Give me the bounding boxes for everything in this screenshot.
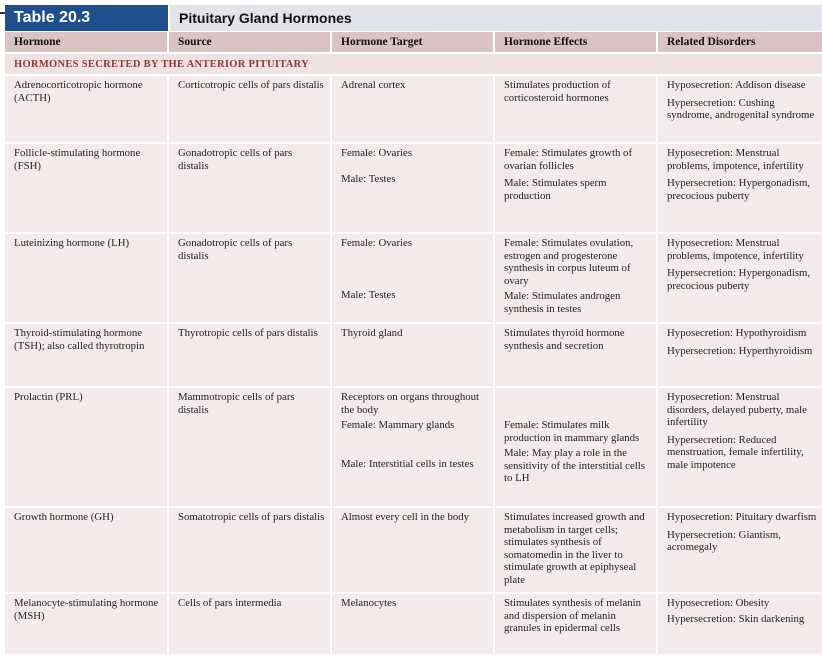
hormone-name: Adrenocorticotropic hormone (ACTH) xyxy=(14,79,143,104)
source-cell xyxy=(168,387,331,507)
disorder-hyper: Hypersecretion: Skin darkening xyxy=(667,612,805,625)
source-text: Mammotropic cells of pars distalis xyxy=(178,391,295,416)
disorder-hyper: Hypersecretion: Hypergonadism, precocious puberty xyxy=(667,267,811,292)
source-text: Gonadotropic cells of pars distalis xyxy=(178,147,293,172)
disorders-cell xyxy=(657,387,822,507)
hormone-name: Thyroid-stimulating hormone (TSH); also called thyrotropin xyxy=(14,327,145,352)
header-disorders: Related Disorders xyxy=(657,32,822,53)
section-heading: HORMONES SECRETED BY THE ANTERIOR PITUITARY xyxy=(5,53,822,75)
source-text: Somatotropic cells of pars distalis xyxy=(178,511,325,523)
target-text: Almost every cell in the body xyxy=(341,511,470,523)
hormone-table xyxy=(5,32,822,656)
target-text: Melanocytes xyxy=(341,597,397,609)
effects-female: Female: Stimulates growth of ovarian follicles xyxy=(504,147,633,172)
effects-text: Stimulates production of corticosteroid hormones xyxy=(504,79,611,104)
source-cell xyxy=(168,323,331,387)
table-title: Pituitary Gland Hormones xyxy=(168,5,822,31)
table-row xyxy=(5,593,822,655)
disorder-hyper: Hypersecretion: Reduced menstruation, female infertility, male impotence xyxy=(667,433,804,471)
disorder-hyper: Hypersecretion: Giantism, acromegaly xyxy=(667,528,781,554)
target-male: Male: Testes xyxy=(341,288,396,301)
target-cell xyxy=(331,507,494,593)
section-row xyxy=(5,53,822,75)
effects-text: Stimulates increased growth and metabolism in target cells; stimulates synthesis of somatomedin in the liver to stimulate growth at epiphyseal plate xyxy=(504,511,645,586)
header-effects: Hormone Effects xyxy=(494,32,657,53)
target-male: Male: Testes xyxy=(341,172,396,185)
target-cell xyxy=(331,75,494,143)
target-text: Adrenal cortex xyxy=(341,79,406,91)
target-cell xyxy=(331,233,494,323)
header-source: Source xyxy=(168,32,331,53)
table-row xyxy=(5,233,822,323)
disorders-cell xyxy=(657,593,822,655)
hormone-cell xyxy=(5,323,168,387)
disorder-hyper: Hypersecretion: Cushing syndrome, androgenital syndrome xyxy=(667,96,815,122)
target-text: Thyroid gland xyxy=(341,327,403,339)
disorder-hypo: Hyposecretion: Menstrual problems, impotence, infertility xyxy=(667,147,804,172)
disorder-hypo: Hyposecretion: Hypothyroidism xyxy=(667,327,807,339)
hormone-cell xyxy=(5,233,168,323)
effects-cell xyxy=(494,593,657,655)
effects-female: Female: Stimulates milk production in mammary glands xyxy=(504,419,640,444)
disorder-hyper: Hypersecretion: Hyperthyroidism xyxy=(667,344,813,357)
source-text: Gonadotropic cells of pars distalis xyxy=(178,237,293,262)
disorder-hypo: Hyposecretion: Obesity xyxy=(667,597,770,609)
header-hormone: Hormone xyxy=(5,32,168,53)
effects-cell xyxy=(494,507,657,593)
hormone-name: Growth hormone (GH) xyxy=(14,511,114,523)
hormone-cell xyxy=(5,593,168,655)
table-row xyxy=(5,75,822,143)
hormone-cell xyxy=(5,387,168,507)
effects-cell xyxy=(494,75,657,143)
header-target: Hormone Target xyxy=(331,32,494,53)
effects-female: Female: Stimulates ovulation, estrogen and progesterone synthesis in corpus luteum of ovary xyxy=(504,237,634,287)
disorder-hypo: Hyposecretion: Addison disease xyxy=(667,79,806,91)
effects-male: Male: May play a role in the sensitivity of the interstitial cells to LH xyxy=(504,447,645,485)
effects-cell xyxy=(494,233,657,323)
disorders-cell xyxy=(657,143,822,233)
effects-text: Stimulates thyroid hormone synthesis and secretion xyxy=(504,327,625,352)
disorders-cell xyxy=(657,323,822,387)
source-cell xyxy=(168,143,331,233)
disorders-cell xyxy=(657,233,822,323)
effects-cell xyxy=(494,387,657,507)
disorders-cell xyxy=(657,75,822,143)
effects-male: Male: Stimulates sperm production xyxy=(504,177,607,202)
hormone-name: Luteinizing hormone (LH) xyxy=(14,237,130,249)
source-cell xyxy=(168,593,331,655)
hormone-name: Follicle-stimulating hormone (FSH) xyxy=(14,147,141,172)
disorder-hypo: Hyposecretion: Menstrual problems, impotence, infertility xyxy=(667,237,804,262)
source-cell xyxy=(168,75,331,143)
table-row xyxy=(5,507,822,593)
hormone-name: Prolactin (PRL) xyxy=(14,391,83,403)
hormone-cell xyxy=(5,75,168,143)
source-text: Corticotropic cells of pars distalis xyxy=(178,79,324,91)
effects-cell xyxy=(494,143,657,233)
disorder-hyper: Hypersecretion: Hypergonadism, precocious puberty xyxy=(667,177,811,202)
disorder-hypo: Hyposecretion: Pituitary dwarfism xyxy=(667,511,817,523)
target-female: Female: Ovaries xyxy=(341,147,413,159)
effects-text: Stimulates synthesis of melanin and dispersion of melanin granules in epidermal cells xyxy=(504,597,642,635)
source-cell xyxy=(168,233,331,323)
disorders-cell xyxy=(657,507,822,593)
hormone-cell xyxy=(5,507,168,593)
table-row xyxy=(5,387,822,507)
source-text: Thyrotropic cells of pars distalis xyxy=(178,327,318,339)
target-cell xyxy=(331,387,494,507)
effects-cell xyxy=(494,323,657,387)
source-text: Cells of pars intermedia xyxy=(178,597,282,609)
table-row xyxy=(5,323,822,387)
hormone-cell xyxy=(5,143,168,233)
table-caption xyxy=(5,5,822,31)
target-cell xyxy=(331,323,494,387)
target-cell xyxy=(331,143,494,233)
table-number: Table 20.3 xyxy=(5,5,168,31)
target-female: Female: Mammary glands xyxy=(341,419,455,432)
source-cell xyxy=(168,507,331,593)
hormone-name: Melanocyte-stimulating hormone (MSH) xyxy=(14,597,159,622)
target-female: Female: Ovaries xyxy=(341,237,413,249)
disorder-hypo: Hyposecretion: Menstrual disorders, delayed puberty, male infertility xyxy=(667,391,807,429)
header-row xyxy=(5,32,822,53)
table-row xyxy=(5,143,822,233)
target-cell xyxy=(331,593,494,655)
target-male: Male: Interstitial cells in testes xyxy=(341,457,474,470)
target-general: Receptors on organs throughout the body xyxy=(341,391,480,416)
effects-male: Male: Stimulates androgen synthesis in testes xyxy=(504,290,621,315)
